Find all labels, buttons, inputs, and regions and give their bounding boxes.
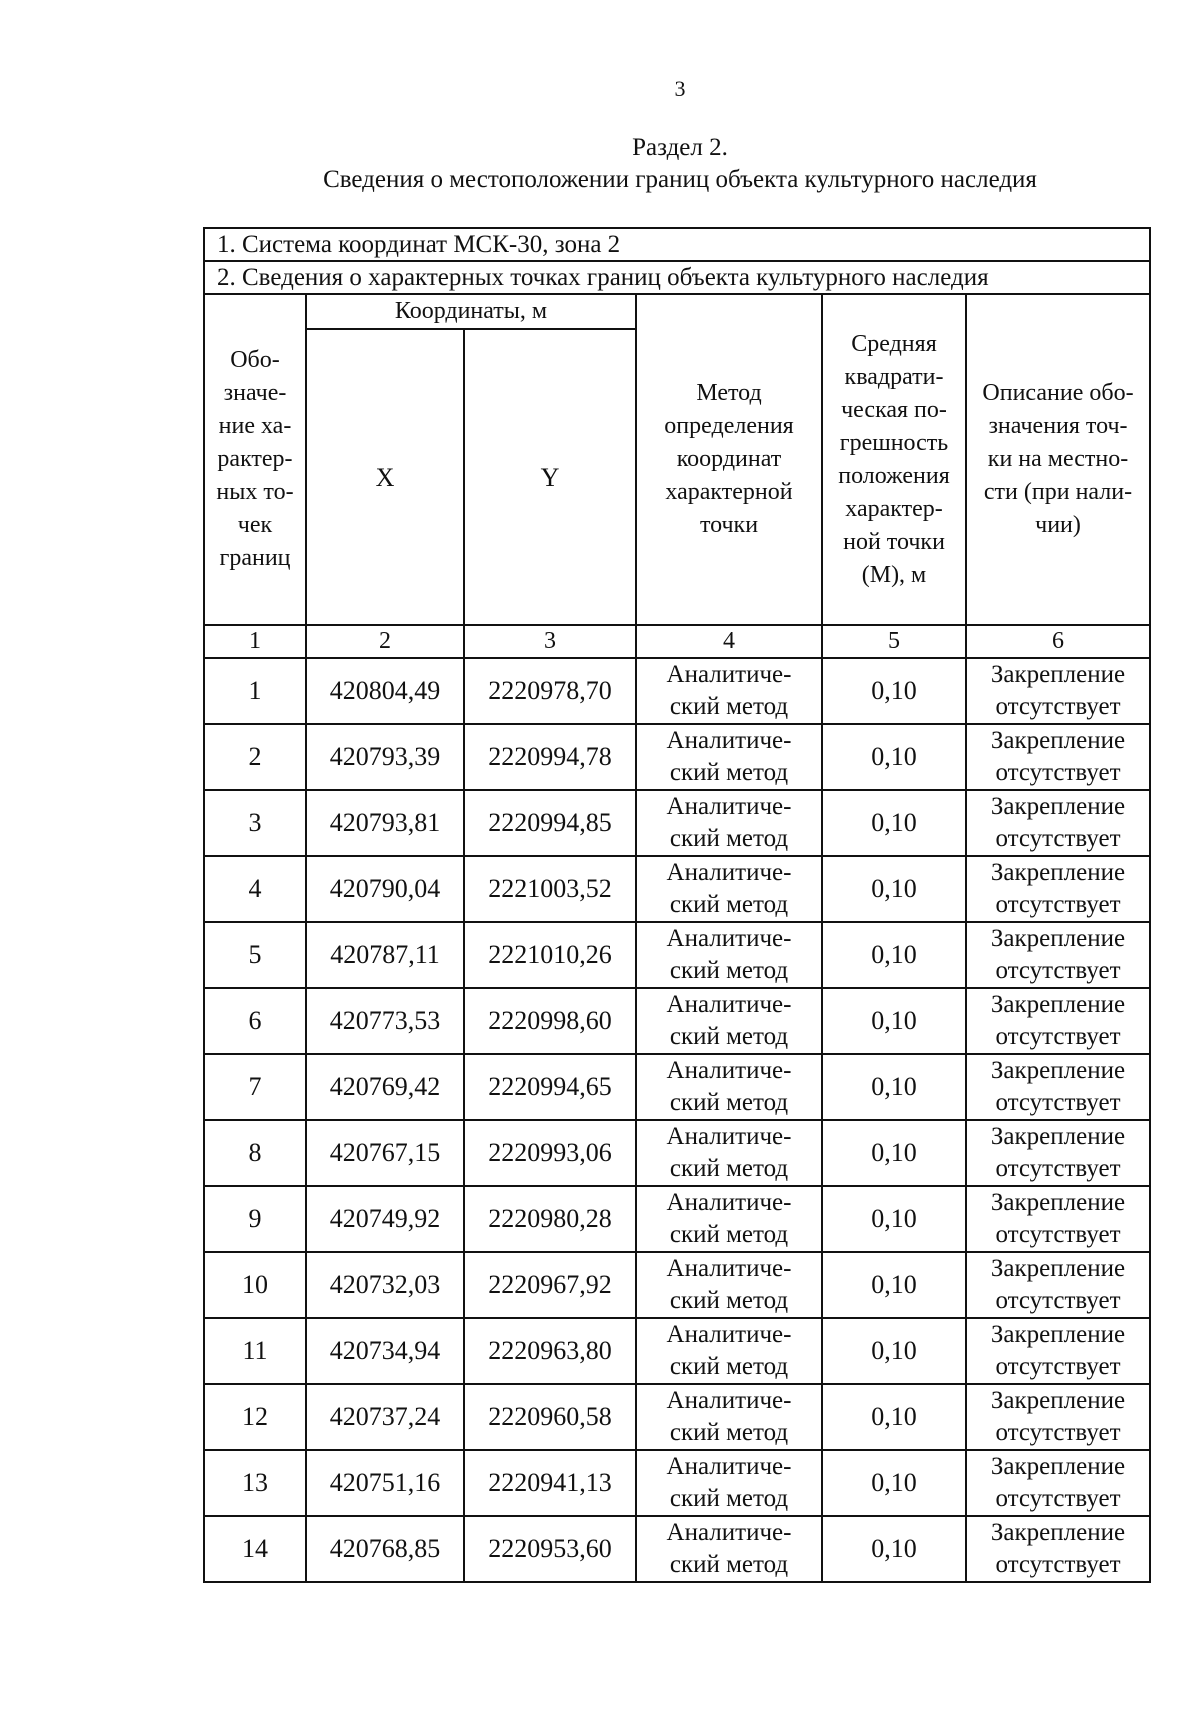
y-coordinate-cell: 2220953,60 — [464, 1516, 636, 1582]
method-cell — [636, 1120, 822, 1186]
description-cell-line: Закрепление — [990, 1387, 1126, 1414]
x-coordinate-cell: 420773,53 — [306, 988, 464, 1054]
description-cell — [966, 658, 1150, 724]
method-cell — [636, 1450, 822, 1516]
method-cell — [636, 1318, 822, 1384]
header-line: ных то- — [216, 479, 294, 505]
y-coordinate-cell: 2220967,92 — [464, 1252, 636, 1318]
description-cell-line: отсутствует — [995, 1485, 1121, 1512]
method-cell — [636, 988, 822, 1054]
description-cell-line: Закрепление — [990, 991, 1126, 1018]
method-cell-line: ский метод — [669, 693, 789, 720]
method-cell — [636, 1252, 822, 1318]
y-coordinate-cell: 2220998,60 — [464, 988, 636, 1054]
table-row — [204, 1516, 1150, 1582]
table-row — [204, 658, 1150, 724]
method-cell-line: Аналитиче- — [666, 1519, 792, 1546]
error-cell: 0,10 — [822, 790, 966, 856]
method-cell-line: Аналитиче- — [666, 1189, 792, 1216]
point-number-cell: 1 — [204, 658, 306, 724]
header-line: Средняя — [851, 330, 937, 357]
method-cell-line: Аналитиче- — [666, 793, 792, 820]
point-number-cell: 10 — [204, 1252, 306, 1318]
column-number: 6 — [966, 625, 1150, 658]
method-cell-line: ский метод — [669, 1419, 789, 1446]
page-number: 3 — [674, 76, 686, 101]
coordinate-system-row — [204, 228, 1150, 261]
description-cell-line: отсутствует — [995, 1419, 1121, 1446]
description-cell — [966, 1450, 1150, 1516]
header-line: ки на местно- — [987, 446, 1129, 472]
error-cell: 0,10 — [822, 1120, 966, 1186]
method-cell — [636, 1054, 822, 1120]
description-cell-line: Закрепление — [990, 1057, 1126, 1084]
header-x: X — [306, 329, 464, 625]
column-number-row — [204, 625, 1150, 658]
description-cell-line: отсутствует — [995, 693, 1121, 720]
description-cell — [966, 724, 1150, 790]
error-cell: 0,10 — [822, 1252, 966, 1318]
method-cell-line: Аналитиче- — [666, 1453, 792, 1480]
description-cell-line: отсутствует — [995, 891, 1121, 918]
x-coordinate-cell: 420767,15 — [306, 1120, 464, 1186]
method-cell — [636, 658, 822, 724]
header-method — [636, 294, 822, 625]
point-number-cell: 11 — [204, 1318, 306, 1384]
method-cell-line: Аналитиче- — [666, 1255, 792, 1282]
method-cell-line: ский метод — [669, 1221, 789, 1248]
table-row — [204, 988, 1150, 1054]
y-coordinate-cell: 2220994,78 — [464, 724, 636, 790]
x-coordinate-cell: 420769,42 — [306, 1054, 464, 1120]
error-cell: 0,10 — [822, 988, 966, 1054]
header-line: грешность — [839, 429, 949, 456]
x-coordinate-cell: 420793,81 — [306, 790, 464, 856]
method-cell-line: Аналитиче- — [666, 991, 792, 1018]
description-cell — [966, 1186, 1150, 1252]
method-cell-line: ский метод — [669, 891, 789, 918]
description-cell-line: отсутствует — [995, 825, 1121, 852]
point-number-cell: 5 — [204, 922, 306, 988]
error-cell: 0,10 — [822, 922, 966, 988]
description-cell — [966, 790, 1150, 856]
header-designation — [204, 294, 306, 625]
method-cell-line: ский метод — [669, 957, 789, 984]
y-coordinate-cell: 2220960,58 — [464, 1384, 636, 1450]
point-number-cell: 9 — [204, 1186, 306, 1252]
x-coordinate-cell: 420732,03 — [306, 1252, 464, 1318]
error-cell: 0,10 — [822, 856, 966, 922]
method-cell-line: Аналитиче- — [666, 859, 792, 886]
header-line: определения — [664, 413, 794, 439]
description-cell-line: Закрепление — [990, 859, 1126, 886]
error-cell: 0,10 — [822, 724, 966, 790]
description-cell — [966, 1516, 1150, 1582]
table-row — [204, 1450, 1150, 1516]
section-title: Раздел 2. — [632, 134, 728, 161]
y-coordinate-cell: 2220963,80 — [464, 1318, 636, 1384]
description-cell-line: Закрепление — [990, 727, 1126, 754]
header-line: квадрати- — [844, 363, 944, 390]
header-line: чии) — [1035, 512, 1081, 538]
header-line: Обо- — [230, 347, 280, 373]
table-row — [204, 1252, 1150, 1318]
header-line: точки — [699, 512, 759, 538]
description-cell-line: отсутствует — [995, 1551, 1121, 1578]
header-line: ческая по- — [841, 396, 947, 423]
header-coordinates-group: Координаты, м — [306, 294, 636, 329]
column-number: 2 — [306, 625, 464, 658]
y-coordinate-cell: 2221010,26 — [464, 922, 636, 988]
table-row — [204, 790, 1150, 856]
point-number-cell: 3 — [204, 790, 306, 856]
y-coordinate-cell: 2220978,70 — [464, 658, 636, 724]
header-line: значения точ- — [988, 413, 1128, 439]
description-cell-line: отсутствует — [995, 957, 1121, 984]
error-cell: 0,10 — [822, 1054, 966, 1120]
description-cell-line: Закрепление — [990, 1189, 1126, 1216]
method-cell-line: ский метод — [669, 759, 789, 786]
x-coordinate-cell: 420790,04 — [306, 856, 464, 922]
column-number: 3 — [464, 625, 636, 658]
header-line: границ — [219, 545, 291, 571]
point-number-cell: 13 — [204, 1450, 306, 1516]
header-line: ной точки — [843, 528, 945, 555]
error-cell: 0,10 — [822, 1450, 966, 1516]
method-cell-line: ский метод — [669, 1353, 789, 1380]
header-line: (М), м — [861, 561, 927, 588]
method-cell-line: Аналитиче- — [666, 1387, 792, 1414]
header-y: Y — [464, 329, 636, 625]
table-row — [204, 1384, 1150, 1450]
x-coordinate-cell: 420768,85 — [306, 1516, 464, 1582]
description-cell-line: отсутствует — [995, 1287, 1121, 1314]
table-row — [204, 856, 1150, 922]
point-number-cell: 2 — [204, 724, 306, 790]
x-coordinate-cell: 420751,16 — [306, 1450, 464, 1516]
column-number: 4 — [636, 625, 822, 658]
points-info-row — [204, 261, 1150, 294]
method-cell-line: ский метод — [669, 1485, 789, 1512]
column-number: 1 — [204, 625, 306, 658]
y-coordinate-cell: 2220994,85 — [464, 790, 636, 856]
method-cell-line: Аналитиче- — [666, 661, 792, 688]
error-cell: 0,10 — [822, 1186, 966, 1252]
description-cell-line: Закрепление — [990, 1255, 1126, 1282]
header-line: Метод — [696, 380, 762, 406]
description-cell-line: отсутствует — [995, 1155, 1121, 1182]
header-line: Описание обо- — [982, 380, 1134, 406]
section-heading — [0, 132, 1200, 196]
x-coordinate-cell: 420787,11 — [306, 922, 464, 988]
method-cell-line: ский метод — [669, 825, 789, 852]
header-line: чек — [237, 512, 273, 538]
header-line: характерной — [665, 479, 793, 505]
y-coordinate-cell: 2220980,28 — [464, 1186, 636, 1252]
column-number: 5 — [822, 625, 966, 658]
point-number-cell: 8 — [204, 1120, 306, 1186]
method-cell — [636, 1516, 822, 1582]
table-row — [204, 922, 1150, 988]
header-description — [966, 294, 1150, 625]
y-coordinate-cell: 2220941,13 — [464, 1450, 636, 1516]
table-row — [204, 1186, 1150, 1252]
method-cell — [636, 724, 822, 790]
point-number-cell: 6 — [204, 988, 306, 1054]
description-cell-line: Закрепление — [990, 1453, 1126, 1480]
description-cell-line: Закрепление — [990, 1321, 1126, 1348]
y-coordinate-cell: 2220994,65 — [464, 1054, 636, 1120]
coordinate-system-cell: 1. Система координат МСК-30, зона 2 — [204, 228, 1150, 261]
method-cell-line: ский метод — [669, 1551, 789, 1578]
header-line: характер- — [845, 495, 943, 522]
description-cell-line: Закрепление — [990, 661, 1126, 688]
x-coordinate-cell: 420793,39 — [306, 724, 464, 790]
method-cell-line: Аналитиче- — [666, 1123, 792, 1150]
point-number-cell: 14 — [204, 1516, 306, 1582]
description-cell-line: Закрепление — [990, 793, 1126, 820]
description-cell-line: отсутствует — [995, 1089, 1121, 1116]
section-subtitle: Сведения о местоположении границ объекта культурного наследия — [323, 166, 1037, 193]
description-cell-line: отсутствует — [995, 759, 1121, 786]
error-cell: 0,10 — [822, 1384, 966, 1450]
description-cell — [966, 1318, 1150, 1384]
method-cell-line: Аналитиче- — [666, 727, 792, 754]
header-row — [204, 294, 1150, 329]
header-line: значе- — [223, 380, 287, 406]
header-line: координат — [676, 446, 782, 472]
point-number-cell: 7 — [204, 1054, 306, 1120]
description-cell — [966, 1384, 1150, 1450]
point-number-cell: 4 — [204, 856, 306, 922]
method-cell — [636, 1186, 822, 1252]
description-cell-line: отсутствует — [995, 1221, 1121, 1248]
points-info-cell: 2. Сведения о характерных точках границ объекта культурного наследия — [204, 261, 1150, 294]
method-cell — [636, 922, 822, 988]
description-cell-line: Закрепление — [990, 925, 1126, 952]
description-cell — [966, 1120, 1150, 1186]
error-cell: 0,10 — [822, 658, 966, 724]
coordinates-table — [203, 227, 1151, 1583]
y-coordinate-cell: 2220993,06 — [464, 1120, 636, 1186]
description-cell-line: Закрепление — [990, 1519, 1126, 1546]
x-coordinate-cell: 420749,92 — [306, 1186, 464, 1252]
description-cell — [966, 1252, 1150, 1318]
table-row — [204, 1318, 1150, 1384]
method-cell-line: ский метод — [669, 1023, 789, 1050]
error-cell: 0,10 — [822, 1516, 966, 1582]
x-coordinate-cell: 420734,94 — [306, 1318, 464, 1384]
method-cell-line: ский метод — [669, 1089, 789, 1116]
point-number-cell: 12 — [204, 1384, 306, 1450]
table-row — [204, 724, 1150, 790]
description-cell — [966, 922, 1150, 988]
method-cell-line: Аналитиче- — [666, 925, 792, 952]
description-cell-line: отсутствует — [995, 1353, 1121, 1380]
method-cell — [636, 1384, 822, 1450]
error-cell: 0,10 — [822, 1318, 966, 1384]
y-coordinate-cell: 2221003,52 — [464, 856, 636, 922]
method-cell-line: ский метод — [669, 1287, 789, 1314]
header-line: рактер- — [217, 446, 293, 472]
x-coordinate-cell: 420737,24 — [306, 1384, 464, 1450]
header-line: ние ха- — [218, 413, 292, 439]
x-coordinate-cell: 420804,49 — [306, 658, 464, 724]
description-cell-line: отсутствует — [995, 1023, 1121, 1050]
header-line: положения — [838, 462, 950, 489]
description-cell — [966, 1054, 1150, 1120]
table-row — [204, 1120, 1150, 1186]
method-cell — [636, 790, 822, 856]
method-cell-line: ский метод — [669, 1155, 789, 1182]
method-cell-line: Аналитиче- — [666, 1057, 792, 1084]
method-cell — [636, 856, 822, 922]
header-line: сти (при нали- — [983, 479, 1133, 505]
description-cell-line: Закрепление — [990, 1123, 1126, 1150]
description-cell — [966, 988, 1150, 1054]
description-cell — [966, 856, 1150, 922]
header-error — [822, 294, 966, 625]
table-row — [204, 1054, 1150, 1120]
method-cell-line: Аналитиче- — [666, 1321, 792, 1348]
